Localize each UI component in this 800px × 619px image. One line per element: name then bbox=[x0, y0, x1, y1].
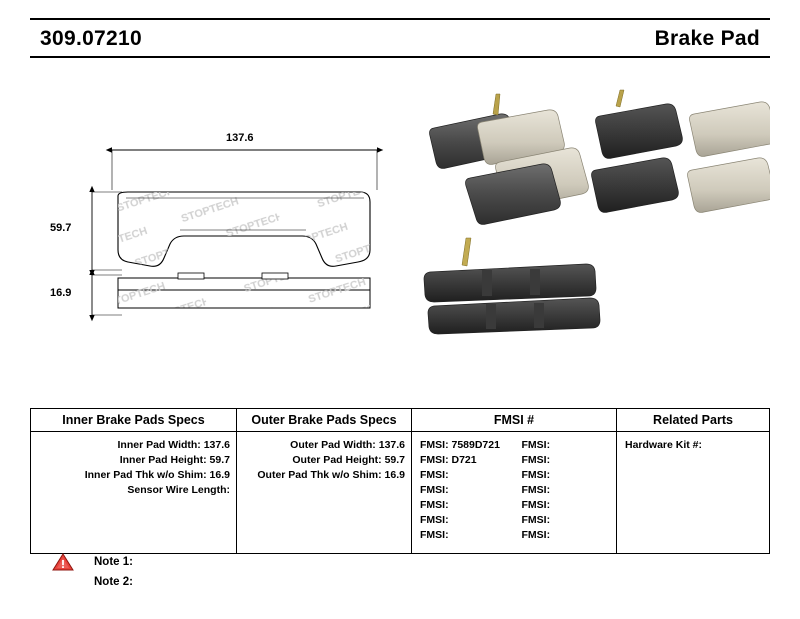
fmsi-right-value: FMSI: bbox=[521, 484, 551, 496]
fmsi-row bbox=[412, 528, 616, 543]
fmsi-right-value: FMSI: bbox=[521, 454, 551, 466]
outer-pad-specs-body bbox=[237, 432, 411, 540]
note-1-label: Note 1: bbox=[94, 556, 133, 568]
brake-pad-diagram bbox=[30, 70, 770, 380]
product-type-title: Brake Pad bbox=[654, 27, 760, 50]
specifications-table bbox=[30, 408, 770, 554]
related-parts-column bbox=[617, 409, 769, 553]
fmsi-row bbox=[412, 498, 616, 513]
fmsi-left-value: FMSI: bbox=[420, 514, 449, 526]
note-1-line bbox=[52, 552, 352, 572]
hardware-kit-row: Hardware Kit #: bbox=[625, 439, 703, 451]
fmsi-left-value: FMSI: 7589D721 bbox=[420, 439, 500, 451]
dimension-height-label: 59.7 bbox=[50, 222, 72, 234]
related-parts-header: Related Parts bbox=[617, 409, 769, 432]
dimension-thickness-label: 16.9 bbox=[50, 287, 72, 299]
inner-pad-specs-body bbox=[31, 432, 236, 540]
dimension-width-label: 137.6 bbox=[226, 132, 254, 144]
product-drawing-area bbox=[30, 70, 770, 380]
fmsi-left-value: FMSI: bbox=[420, 484, 449, 496]
fmsi-row bbox=[412, 468, 616, 483]
fmsi-right-value: FMSI: bbox=[521, 439, 551, 451]
part-number: 309.07210 bbox=[40, 27, 142, 50]
outer-pad-specs-header: Outer Brake Pads Specs bbox=[237, 409, 411, 432]
fmsi-left-value: FMSI: bbox=[420, 499, 449, 511]
inner-pad-specs-column bbox=[31, 409, 237, 553]
fmsi-left-value: FMSI: bbox=[420, 529, 449, 541]
pad-photo-group-lower bbox=[424, 238, 600, 334]
header-bar bbox=[30, 18, 770, 58]
fmsi-body bbox=[412, 432, 616, 553]
spec-row: Inner Pad Height: 59.7 bbox=[119, 454, 230, 466]
fmsi-row bbox=[412, 483, 616, 498]
technical-line-drawing bbox=[92, 150, 377, 315]
note-2-label: Note 2: bbox=[94, 576, 133, 588]
note-2-line bbox=[52, 572, 352, 592]
spec-row: Outer Pad Thk w/o Shim: 16.9 bbox=[257, 469, 405, 481]
pad-photo-group-upper-left bbox=[430, 94, 589, 224]
fmsi-left-value: FMSI: D721 bbox=[420, 454, 477, 466]
fmsi-column bbox=[412, 409, 617, 553]
fmsi-row bbox=[412, 438, 616, 453]
fmsi-right-value: FMSI: bbox=[521, 529, 551, 541]
spec-row: Inner Pad Width: 137.6 bbox=[117, 439, 230, 451]
spec-row: Sensor Wire Length: bbox=[127, 484, 230, 496]
related-parts-body bbox=[617, 432, 769, 540]
pad-photo-group-upper-right bbox=[592, 90, 771, 212]
outer-pad-specs-column bbox=[237, 409, 412, 553]
warning-icon bbox=[52, 552, 74, 572]
fmsi-header: FMSI # bbox=[412, 409, 616, 432]
fmsi-right-value: FMSI: bbox=[521, 499, 551, 511]
fmsi-right-value: FMSI: bbox=[521, 469, 551, 481]
spec-row: Outer Pad Width: 137.6 bbox=[290, 439, 405, 451]
inner-pad-specs-header: Inner Brake Pads Specs bbox=[31, 409, 236, 432]
spec-row: Inner Pad Thk w/o Shim: 16.9 bbox=[84, 469, 230, 481]
fmsi-right-value: FMSI: bbox=[521, 514, 551, 526]
notes-section bbox=[52, 552, 352, 592]
spec-row: Outer Pad Height: 59.7 bbox=[292, 454, 405, 466]
fmsi-row bbox=[412, 453, 616, 468]
fmsi-left-value: FMSI: bbox=[420, 469, 449, 481]
fmsi-row bbox=[412, 513, 616, 528]
